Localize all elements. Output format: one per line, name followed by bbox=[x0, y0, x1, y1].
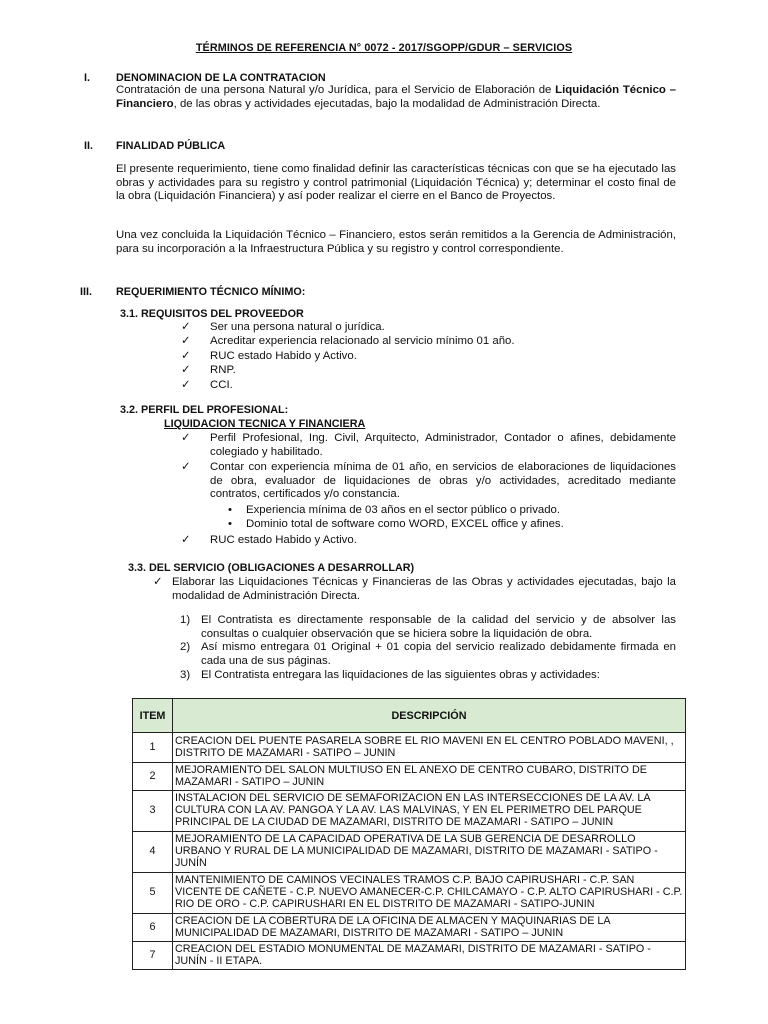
item-number: 2) bbox=[180, 641, 191, 653]
profile-text: Contar con experiencia mínima de 01 año, en servicios de elaboraciones de liquidaciones de obra, evaluador de liquidaciones de obras y/o actividades, acreditado mediante contratos, certificados y/o constancia. bbox=[210, 461, 676, 501]
description-cell: CREACION DE LA COBERTURA DE LA OFICINA DE ALMACEN Y MAQUINARIAS DE LA MUNICIPALIDAD DE MAZAMARI, DISTRITO DE MAZAMARI - SATIPO – JUNIN bbox=[173, 914, 686, 942]
item-number: 1) bbox=[180, 614, 191, 626]
profile-subheading: LIQUIDACION TECNICA Y FINANCIERA bbox=[164, 418, 366, 430]
description-cell: MANTENIMIENTO DE CAMINOS VECINALES TRAMOS C.P. BAJO CAPIRUSHARI - C.P. SAN VICENTE DE CAÑETE - C.P. NUEVO AMANECER-C.P. CHILCAMAYO - C.P. ALTO CAPIRUSHARI - C.P. RIO DE ORO - C.P. CAPIRUSHARI EN EL DISTRITO DE MAZAMARI - SATIPO-JUNIN bbox=[173, 873, 686, 914]
list-item bbox=[181, 461, 676, 502]
list-item bbox=[153, 576, 676, 603]
check-icon: ✓ bbox=[181, 350, 191, 362]
list-item bbox=[180, 669, 676, 683]
section-1-heading: DENOMINACION DE LA CONTRATACION bbox=[116, 72, 326, 84]
section-2-heading: FINALIDAD PÚBLICA bbox=[116, 140, 226, 152]
bullet-icon: • bbox=[228, 504, 232, 516]
section-2-number: II. bbox=[84, 140, 93, 152]
description-cell: INSTALACION DEL SERVICIO DE SEMAFORIZACION EN LAS INTERSECCIONES DE LA AV. LA CULTURA CON LA AV. PANGOA Y LA AV. LAS MALVINAS, Y EN EL PERIMETRO DEL PARQUE PRINCIPAL DE LA CIUDAD DE MAZAMARI, DISTRITO DE MAZAMARI - SATIPO – JUNIN bbox=[173, 791, 686, 832]
section-2-paragraph-1: El presente requerimiento, tiene como finalidad definir las características técnicas con que se ha ejecutado las obras y actividades para su registro y control patrimonial (Liquidación Técnica) y; determinar el costo final de la obra (Liquidación Financiera) y así poder realizar el cierre en el Banco de Proyectos. bbox=[116, 163, 676, 203]
table-row bbox=[133, 873, 686, 914]
item-cell: 2 bbox=[133, 763, 173, 791]
requirement-text: RNP. bbox=[210, 364, 236, 376]
table-row bbox=[133, 942, 686, 970]
description-cell: MEJORAMIENTO DEL SALON MULTIUSO EN EL ANEXO DE CENTRO CUBARO, DISTRITO DE MAZAMARI - SATIPO – JUNIN bbox=[173, 763, 686, 791]
service-text: Elaborar las Liquidaciones Técnicas y Financieras de las Obras y actividades ejecutadas, bajo la modalidad de Administración Directa. bbox=[172, 576, 676, 602]
header-description: DESCRIPCIÓN bbox=[173, 699, 686, 733]
table-row bbox=[133, 733, 686, 763]
item-number: 3) bbox=[180, 669, 191, 681]
item-cell: 3 bbox=[133, 791, 173, 832]
section-1-text-bold: Liquidación Técnico – Financiero bbox=[116, 84, 676, 110]
table-row bbox=[133, 791, 686, 832]
requirement-text: Ser una persona natural o jurídica. bbox=[210, 321, 385, 333]
subsection-3-2-heading: 3.2. PERFIL DEL PROFESIONAL: bbox=[120, 404, 289, 416]
profile-subitem-text: Dominio total de software como WORD, EXCEL office y afines. bbox=[246, 518, 564, 530]
item-cell: 4 bbox=[133, 832, 173, 873]
list-item bbox=[180, 614, 676, 641]
list-item bbox=[180, 641, 676, 668]
list-item bbox=[181, 321, 676, 335]
item-cell: 7 bbox=[133, 942, 173, 970]
check-icon: ✓ bbox=[181, 379, 191, 391]
list-item bbox=[181, 335, 676, 349]
obligation-text: El Contratista es directamente responsable de la calidad del servicio y de absolver las consultas o cualquier observación que se hiciera sobre la liquidación de obra. bbox=[201, 614, 676, 640]
section-1-text-a: Contratación de una persona Natural y/o Jurídica, para el Servicio de Elaboración de bbox=[116, 84, 556, 96]
table-row bbox=[133, 832, 686, 873]
list-item bbox=[181, 350, 676, 364]
subsection-3-3-heading: 3.3. DEL SERVICIO (OBLIGACIONES A DESARROLLAR) bbox=[128, 562, 415, 574]
item-cell: 6 bbox=[133, 914, 173, 942]
item-cell: 1 bbox=[133, 733, 173, 763]
check-icon: ✓ bbox=[181, 461, 191, 473]
profile-text: RUC estado Habido y Activo. bbox=[210, 534, 357, 546]
list-item bbox=[228, 518, 564, 532]
description-cell: MEJORAMIENTO DE LA CAPACIDAD OPERATIVA DE LA SUB GERENCIA DE DESARROLLO URBANO Y RURAL DE LA MUNICIPALIDAD DE MAZAMARI, DISTRITO DE MAZAMARI - SATIPO - JUNÍN bbox=[173, 832, 686, 873]
description-cell: CREACION DEL ESTADIO MONUMENTAL DE MAZAMARI, DISTRITO DE MAZAMARI - SATIPO - JUNÍN - II ETAPA. bbox=[173, 942, 686, 970]
document-title: TÉRMINOS DE REFERENCIA N° 0072 - 2017/SGOPP/GDUR – SERVICIOS bbox=[195, 42, 573, 54]
header-item: ITEM bbox=[133, 699, 173, 733]
check-icon: ✓ bbox=[181, 534, 191, 546]
item-cell: 5 bbox=[133, 873, 173, 914]
section-3-number: III. bbox=[80, 286, 92, 298]
check-icon: ✓ bbox=[181, 364, 191, 376]
table-row bbox=[133, 763, 686, 791]
list-item bbox=[181, 534, 676, 548]
check-icon: ✓ bbox=[181, 321, 191, 333]
subsection-3-1-heading: 3.1. REQUISITOS DEL PROVEEDOR bbox=[120, 308, 304, 320]
check-icon: ✓ bbox=[181, 335, 191, 347]
section-3-heading: REQUERIMIENTO TÉCNICO MÍNIMO: bbox=[116, 286, 306, 298]
bullet-icon: • bbox=[228, 518, 232, 530]
requirement-text: CCI. bbox=[210, 379, 233, 391]
profile-text: Perfil Profesional, Ing. Civil, Arquitecto, Administrador, Contador o afines, debidamente colegiado y habilitado. bbox=[210, 432, 676, 458]
list-item bbox=[228, 504, 560, 518]
table-row bbox=[133, 914, 686, 942]
check-icon: ✓ bbox=[181, 432, 191, 444]
section-2-paragraph-2: Una vez concluida la Liquidación Técnico – Financiero, estos serán remitidos a la Gerencia de Administración, para su incorporación a la Infraestructura Pública y su registro y control correspondiente. bbox=[116, 229, 676, 255]
section-1-text bbox=[116, 84, 676, 111]
table-header-row bbox=[133, 699, 686, 733]
list-item bbox=[181, 379, 676, 393]
requirement-text: RUC estado Habido y Activo. bbox=[210, 350, 357, 362]
check-icon: ✓ bbox=[153, 576, 163, 588]
obligation-text: El Contratista entregara las liquidaciones de las siguientes obras y actividades: bbox=[201, 669, 600, 681]
requirement-text: Acreditar experiencia relacionado al servicio mínimo 01 año. bbox=[210, 335, 515, 347]
section-1-number: I. bbox=[84, 72, 90, 84]
description-cell: CREACION DEL PUENTE PASARELA SOBRE EL RIO MAVENI EN EL CENTRO POBLADO MAVENI, , DISTRITO DE MAZAMARI - SATIPO – JUNIN bbox=[173, 733, 686, 763]
list-item bbox=[181, 432, 676, 459]
obligation-text: Así mismo entregara 01 Original + 01 copia del servicio realizado debidamente firmada en cada una de sus páginas. bbox=[201, 641, 676, 667]
works-table bbox=[132, 698, 686, 970]
list-item bbox=[181, 364, 676, 378]
section-1-text-b: , de las obras y actividades ejecutadas, bajo la modalidad de Administración Directa. bbox=[173, 97, 601, 110]
profile-subitem-text: Experiencia mínima de 03 años en el sector público o privado. bbox=[246, 504, 561, 516]
